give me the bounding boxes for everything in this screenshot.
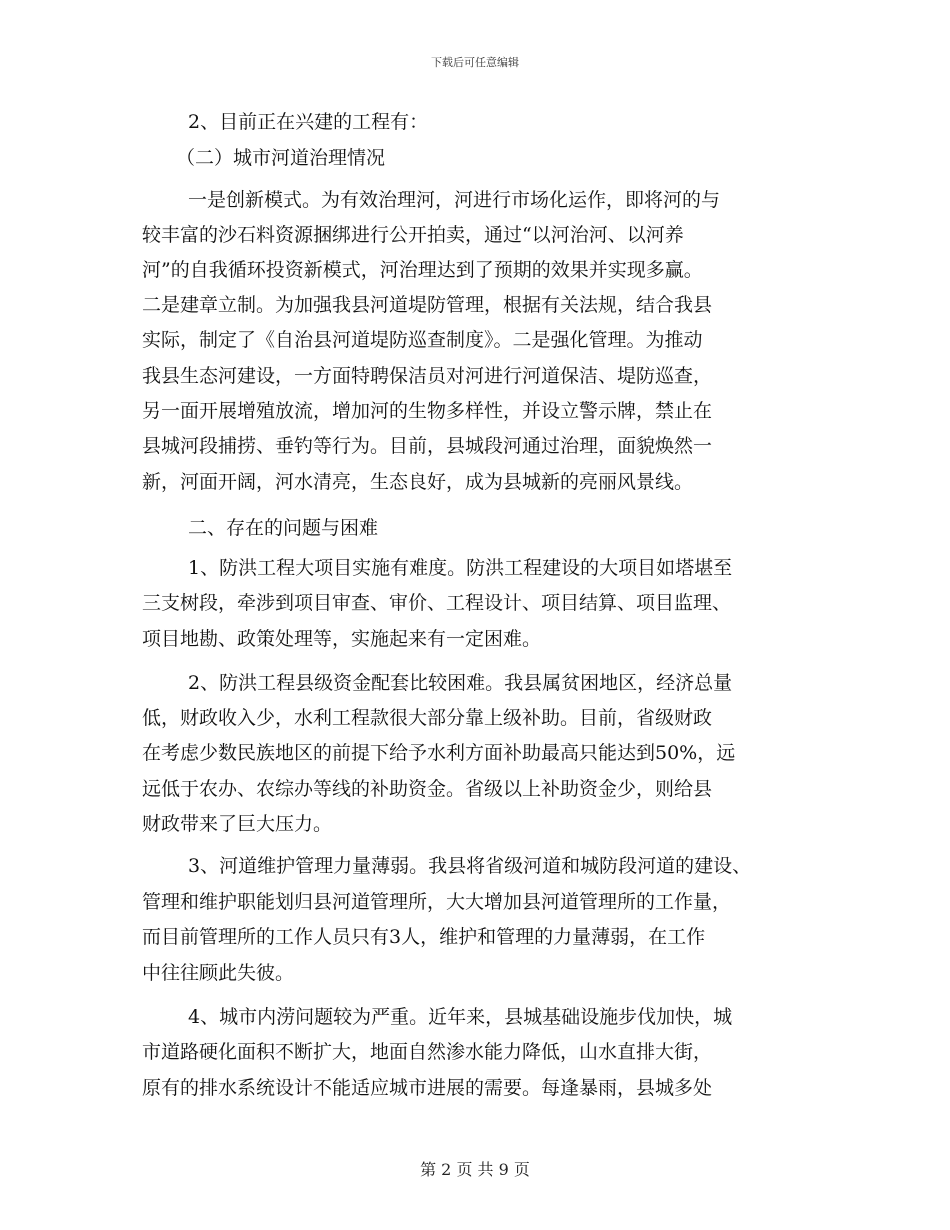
text-line: 原有的排水系统设计不能适应城市进展的需要。每逢暴雨，县城多处: [142, 1077, 713, 1099]
text-line: 二是建章立制。为加强我县河道堤防管理，根据有关法规，结合我县: [142, 294, 713, 316]
text-line: 4、城市内涝问题较为严重。近年来，县城基础设施步伐加快，城: [188, 1006, 733, 1028]
section-heading: 二、存在的问题与困难: [188, 517, 379, 539]
text-line: 而目前管理所的工作人员只有3人，维护和管理的力量薄弱，在工作: [142, 926, 706, 948]
text-line: 财政带来了巨大压力。: [142, 813, 333, 835]
text-line: 1、防洪工程大项目实施有难度。防洪工程建设的大项目如塔堪至: [188, 557, 733, 579]
text-line: 市道路硬化面积不断扩大，地面自然渗水能力降低，山水直排大街，: [142, 1041, 713, 1063]
text-line: 2、防洪工程县级资金配套比较困难。我县属贫困地区，经济总量: [188, 672, 733, 694]
text-line: 实际，制定了《自治县河道堤防巡查制度》。二是强化管理。为推动: [142, 329, 703, 351]
text-line: 县城河段捕捞、垂钓等行为。目前，县城段河通过治理，面貌焕然一: [142, 435, 713, 457]
text-line: 较丰富的沙石料资源捆绑进行公开拍卖，通过“以河治河、以河养: [142, 224, 684, 246]
text-line: 低，财政收入少，水利工程款很大部分靠上级补助。目前，省级财政: [142, 707, 713, 729]
text-line: 河”的自我循环投资新模式，河治理达到了预期的效果并实现多赢。: [142, 259, 703, 281]
text-line: 另一面开展增殖放流，增加河的生物多样性，并设立警示牌，禁止在: [142, 400, 713, 422]
text-line: 项目地勘、政策处理等，实施起来有一定困难。: [142, 628, 542, 650]
text-line: 一是创新模式。为有效治理河，河进行市场化运作，即将河的与: [188, 189, 721, 211]
text-line: 3、河道维护管理力量薄弱。我县将省级河道和城防段河道的建设、: [188, 855, 752, 877]
text-line: 三支树段，牵涉到项目审查、审价、工程设计、项目结算、项目监理、: [142, 592, 732, 614]
section-heading: （二）城市河道治理情况: [176, 147, 386, 169]
text-line: 我县生态河建设，一方面特聘保洁员对河进行河道保洁、堤防巡查，: [142, 365, 713, 387]
text-line: 在考虑少数民族地区的前提下给予水利方面补助最高只能达到50%，远: [142, 742, 736, 764]
page-footer: 第 2 页 共 9 页: [420, 1160, 530, 1179]
text-line: 新，河面开阔，河水清亮，生态良好，成为县城新的亮丽风景线。: [142, 471, 694, 493]
text-line: 中往往顾此失彼。: [142, 962, 295, 984]
page-header: 下载后可任意编辑: [431, 56, 519, 69]
text-line: 管理和维护职能划归县河道管理所，大大增加县河道管理所的工作量，: [142, 891, 732, 913]
text-line: 2、目前正在兴建的工程有：: [188, 111, 429, 133]
text-line: 远低于农办、农综办等线的补助资金。省级以上补助资金少，则给县: [142, 778, 713, 800]
